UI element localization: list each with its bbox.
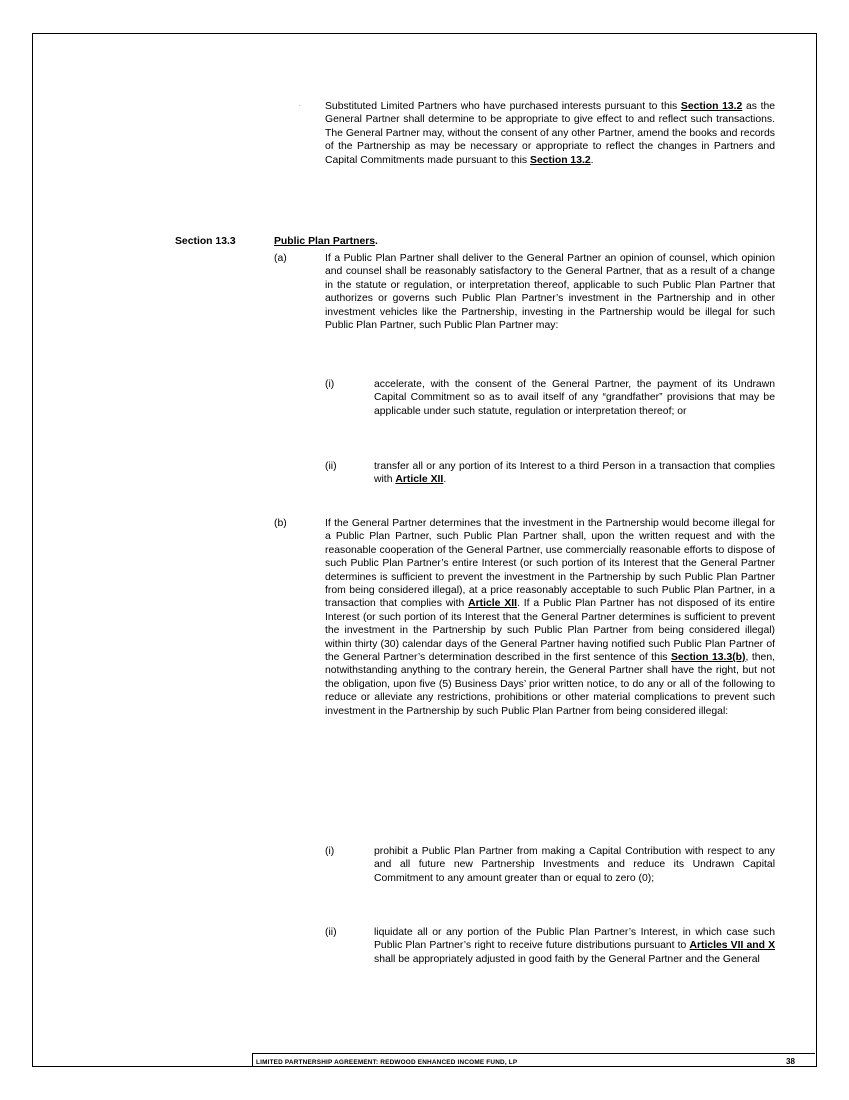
para-a-ii-text-1: transfer all or any portion of its Interest to a third Person in a transaction that complies with (374, 461, 775, 486)
para-b-text-3: , then, notwithstanding anything to the contrary herein, the General Partner shall have the right, but not the obligation, upon five (5) Business Days’ prior written notice, to do any or all of the following to reduce or alleviate any restrictions, prohibitions or other material complications to prevent such investment in the Partnership by such Public Plan Partner from being considered illegal: (325, 652, 775, 717)
section-ref-13-2[interactable]: Section 13.2 (680, 101, 743, 112)
section-title-period: . (375, 236, 378, 247)
para-b-ii-text-end: shall be appropriately adjusted in good faith by the General Partner and the General (374, 953, 760, 965)
page-number: 38 (786, 1057, 795, 1066)
para-b-text (325, 517, 775, 718)
para-b-ii-label: (ii) (325, 927, 337, 938)
article-ref-xii-b[interactable]: Article XII (468, 598, 518, 610)
section-ref-13-3-b[interactable]: Section 13.3(b) (670, 652, 746, 664)
para-a-i-text: accelerate, with the consent of the General Partner, the payment of its Undrawn Capital Commitment so as to avail itself of any “grandfather” provisions that may be applicable under such statute, regulation or interpretation thereof; or (374, 379, 775, 417)
section-title: Public Plan Partners (274, 236, 376, 247)
lead-text-2: as the General Partner shall determine to be appropriate to give effect to and reflect such transactions. The General Partner may, without the consent of any other Partner, amend the books and records of the Partnership as may be necessary or appropriate to reflect the changes in Partners and Capital Commitments made pursuant to this (325, 101, 776, 166)
footer-divider (252, 1053, 253, 1067)
para-b-text-2: . If a Public Plan Partner has not disposed of its entire Interest (or such portion of its Interest that the General Partner determines is sufficient to prevent the investment in the Partnership by such Public Plan Partner from being considered illegal) within thirty (30) calendar days of the General Partner having notified such Public Plan Partner of the General Partner’s determination described in the first sentence of this (325, 598, 775, 664)
footer-rule (252, 1053, 815, 1054)
lead-text-end: . (590, 154, 594, 166)
article-ref-xii[interactable]: Article XII (395, 474, 444, 486)
para-a-i-label: (i) (325, 379, 335, 390)
para-b-ii-text (374, 926, 775, 966)
para-a-ii-text-end: . (443, 474, 447, 486)
lead-paragraph (325, 100, 775, 167)
articles-ref-vii-x[interactable]: Articles VII and X (689, 940, 776, 952)
footer-title: LIMITED PARTNERSHIP AGREEMENT: REDWOOD ENHANCED INCOME FUND, LP (256, 1059, 518, 1066)
para-a-label: (a) (274, 253, 287, 264)
section-number: Section 13.3 (175, 236, 236, 247)
para-b-i-text: prohibit a Public Plan Partner from making a Capital Contribution with respect to any and all future new Partnership Investments and reduce its Undrawn Capital Commitment to any amount greater than or equal to zero (0); (374, 846, 775, 884)
section-ref-13-2-second[interactable]: Section 13.2 (530, 154, 591, 166)
para-a-ii-label: (ii) (325, 461, 337, 472)
stray-mark: · (299, 103, 301, 109)
para-b-label: (b) (274, 518, 287, 529)
para-b-ii-text-1: liquidate all or any portion of the Public Plan Partner’s Interest, in which case such Public Plan Partner’s right to receive future distributions pursuant to (374, 927, 775, 952)
para-b-i-label: (i) (325, 846, 335, 857)
para-b-text-1: If the General Partner determines that the investment in the Partnership would become illegal for a Public Plan Partner, such Public Plan Partner shall, upon the written request and with the reasonable cooperation of the General Partner, use commercially reasonable efforts to dispose of such Public Plan Partner’s entire Interest (or such portion of its Interest that the General Partner determines is sufficient to prevent the investment in the Partnership by such Public Plan Partner from being considered illegal), at a price reasonably acceptable to such Public Plan Partner, in a transaction that complies with (325, 518, 775, 610)
lead-text-1: Substituted Limited Partners who have purchased interests pursuant to this (325, 101, 681, 112)
para-a-ii-text (374, 460, 775, 487)
para-a-text: If a Public Plan Partner shall deliver to the General Partner an opinion of counsel, which opinion and counsel shall be reasonably satisfactory to the General Partner, that as a result of a change in the statute or regulation, or interpretation thereof, applicable to such Public Plan Partner that authorizes or governs such Public Plan Partner’s investment in the Partnership and in other investment vehicles like the Partnership, investing in the Partnership would be illegal for such Public Plan Partner, such Public Plan Partner may: (325, 253, 775, 332)
